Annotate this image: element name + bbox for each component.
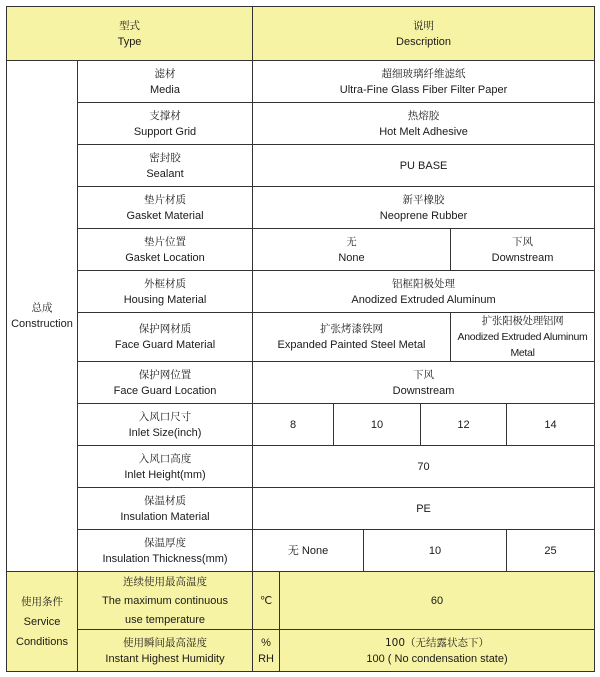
face-guard-location-value [253, 362, 595, 404]
media-label [78, 61, 253, 103]
gasket-location-label-cn: 垫片位置 [144, 235, 186, 248]
type-header-en: Type [117, 35, 142, 48]
description-header-cn: 说明 [413, 19, 435, 32]
gasket-location-downstream [451, 229, 595, 271]
housing-material-label-cn: 外框材质 [144, 277, 186, 290]
housing-material-label-en: Housing Material [123, 293, 207, 306]
insulation-thickness-label-cn: 保温厚度 [144, 536, 186, 549]
humidity-value-cn: 100（无结露状态下） [385, 636, 490, 649]
construction-label [7, 61, 78, 572]
humidity-label-cn: 使用瞬间最高湿度 [123, 636, 207, 649]
face-guard-material-label-cn: 保护网材质 [138, 323, 192, 335]
housing-material-row [7, 271, 595, 313]
inlet-size-14: 14 [507, 404, 595, 446]
insulation-material-row [7, 488, 595, 530]
insulation-thickness-25: 25 [507, 530, 595, 572]
inlet-size-12: 12 [421, 404, 507, 446]
insulation-material-label-en: Insulation Material [120, 510, 210, 523]
gasket-location-label [78, 229, 253, 271]
housing-material-value [253, 271, 595, 313]
inlet-height-label-en: Inlet Height(mm) [124, 468, 206, 481]
gasket-material-label [78, 187, 253, 229]
support-grid-label-cn: 支撑材 [149, 109, 181, 122]
service-conditions-label [7, 572, 78, 672]
max-temperature-label-en1: The maximum continuous [102, 594, 228, 607]
humidity-label [78, 630, 253, 672]
support-grid-value [253, 103, 595, 145]
face-guard-material-label-en: Face Guard Material [114, 339, 216, 351]
inlet-height-label [78, 446, 253, 488]
face-guard-steel-en: Expanded Painted Steel Metal [277, 339, 426, 351]
inlet-size-8: 8 [253, 404, 334, 446]
inlet-size-label-cn: 入风口尺寸 [138, 410, 192, 423]
insulation-material-label-cn: 保温材质 [144, 494, 186, 507]
service-label-en1: Service [23, 615, 61, 628]
insulation-thickness-10: 10 [364, 530, 507, 572]
construction-label-cn: 总成 [31, 302, 53, 314]
sealant-value [253, 145, 595, 187]
face-guard-material-row [7, 313, 595, 362]
gasket-location-none-cn: 无 [346, 235, 357, 248]
face-guard-aluminum [451, 313, 595, 362]
gasket-material-value [253, 187, 595, 229]
support-grid-row [7, 103, 595, 145]
insulation-thickness-row [7, 530, 595, 572]
humidity-value [280, 630, 595, 672]
gasket-location-none-en: None [338, 251, 365, 264]
insulation-material-value: PE [253, 488, 595, 530]
max-temperature-label [78, 572, 253, 630]
description-header [253, 7, 595, 61]
insulation-thickness-label [78, 530, 253, 572]
gasket-location-none [253, 229, 451, 271]
inlet-height-label-cn: 入风口高度 [138, 452, 192, 465]
gasket-location-row [7, 229, 595, 271]
housing-material-value-cn: 铝框阳极处理 [392, 277, 456, 290]
humidity-label-en: Instant Highest Humidity [105, 652, 225, 665]
face-guard-location-value-en: Downstream [392, 384, 455, 397]
service-humidity-row [7, 630, 595, 672]
insulation-material-label [78, 488, 253, 530]
media-label-cn: 滤材 [154, 67, 176, 80]
gasket-material-value-cn: 新平橡胶 [402, 193, 445, 206]
support-grid-label-en: Support Grid [133, 125, 197, 138]
face-guard-location-label-cn: 保护网位置 [138, 368, 192, 381]
media-label-en: Media [150, 83, 180, 96]
service-temperature-row [7, 572, 595, 630]
face-guard-steel-cn: 扩张烤漆铁网 [320, 323, 384, 335]
insulation-thickness-label-en: Insulation Thickness(mm) [102, 552, 228, 565]
sealant-label-en: Sealant [146, 167, 184, 180]
media-value-en: Ultra-Fine Glass Fiber Filter Paper [339, 83, 508, 96]
inlet-size-row [7, 404, 595, 446]
sealant-row [7, 145, 595, 187]
inlet-height-value: 70 [253, 446, 595, 488]
face-guard-steel [253, 313, 451, 362]
housing-material-label [78, 271, 253, 313]
max-temperature-value: 60 [280, 572, 595, 630]
support-grid-label [78, 103, 253, 145]
inlet-size-label-en: Inlet Size(inch) [128, 426, 202, 439]
face-guard-location-label-en: Face Guard Location [113, 384, 217, 397]
face-guard-aluminum-en: Anodized Extruded Aluminum Metal [457, 331, 588, 359]
max-temperature-label-en2: use temperature [124, 613, 206, 626]
inlet-height-row [7, 446, 595, 488]
insulation-thickness-none: 无 None [253, 530, 364, 572]
type-header [7, 7, 253, 61]
support-grid-value-en: Hot Melt Adhesive [379, 125, 468, 138]
sealant-label-cn: 密封胶 [149, 151, 181, 164]
face-guard-aluminum-cn: 扩张阳极处理铝网 [481, 315, 564, 327]
gasket-material-label-en: Gasket Material [126, 209, 204, 222]
temperature-unit: ℃ [253, 572, 280, 630]
gasket-location-downstream-cn: 下风 [512, 235, 534, 248]
media-value [253, 61, 595, 103]
humidity-value-en: 100 ( No condensation state) [366, 652, 508, 665]
inlet-size-label [78, 404, 253, 446]
support-grid-value-cn: 热熔胶 [407, 109, 440, 122]
face-guard-location-label [78, 362, 253, 404]
type-header-cn: 型式 [119, 19, 140, 32]
inlet-size-10: 10 [334, 404, 421, 446]
housing-material-value-en: Anodized Extruded Aluminum [351, 293, 496, 306]
sealant-label [78, 145, 253, 187]
face-guard-location-row [7, 362, 595, 404]
sealant-value-text: PU BASE [399, 159, 448, 172]
description-header-en: Description [396, 35, 452, 48]
gasket-material-row [7, 187, 595, 229]
media-row [7, 61, 595, 103]
face-guard-material-label [78, 313, 253, 362]
humidity-unit: % RH [253, 630, 280, 672]
gasket-location-downstream-en: Downstream [491, 251, 554, 264]
media-value-cn: 超细玻璃纤维滤纸 [381, 67, 466, 80]
header-row [7, 7, 595, 61]
construction-label-en: Construction [11, 318, 73, 330]
service-label-en2: Conditions [16, 635, 68, 648]
service-label-cn: 使用条件 [21, 595, 63, 608]
gasket-material-value-en: Neoprene Rubber [379, 209, 468, 222]
gasket-location-label-en: Gasket Location [125, 251, 205, 264]
max-temperature-label-cn: 连续使用最高温度 [123, 575, 207, 588]
gasket-material-label-cn: 垫片材质 [144, 193, 186, 206]
spec-table [6, 6, 595, 672]
face-guard-location-value-cn: 下风 [413, 368, 435, 381]
